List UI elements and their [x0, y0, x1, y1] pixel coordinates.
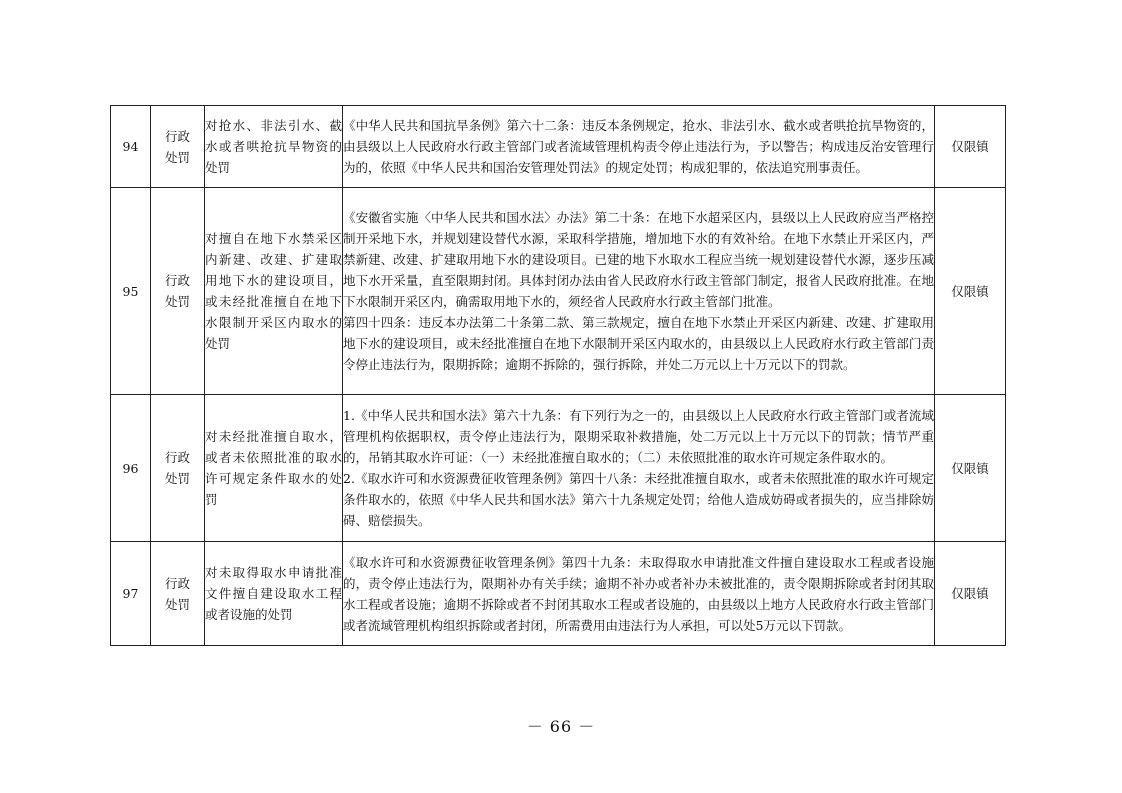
penalty-type: [151, 542, 205, 646]
applicable-scope: 仅限镇: [935, 188, 1006, 395]
legal-basis-paragraph: 《取水许可和水资源费征收管理条例》第四十九条：未取得取水申请批准文件擅自建设取水工程或者设施的，责令停止违法行为，限期补办有关手续；逾期不补办或者补办未被批准的，责令限期拆除或者封闭其取水工程或者设施；逾期不拆除或者不封闭其取水工程或者设施的，由县级以上地方人民政府水行政主管部门或者流域管理机构组织拆除或者封闭，所需费用由违法行为人承担，可以处5万元以下罚款。: [343, 554, 934, 633]
legal-basis-paragraph: 《中华人民共和国抗旱条例》第六十二条：违反本条例规定，抢水、非法引水、截水或者哄抢抗旱物资的，由县级以上人民政府水行政主管部门或者流域管理机构责令停止违法行为，予以警告；构成违反治安管理行为的，依照《中华人民共和国治安管理处罚法》的规定处罚；构成犯罪的，依法追究刑事责任。: [343, 118, 934, 175]
applicable-scope: 仅限镇: [935, 106, 1006, 188]
penalty-table: [110, 105, 1006, 646]
penalty-type: [151, 188, 205, 395]
legal-basis: [343, 106, 935, 188]
legal-basis: [343, 395, 935, 542]
penalty-type-line: 行政: [164, 273, 190, 288]
penalty-type-line: 处罚: [164, 149, 190, 165]
penalty-type: [151, 106, 205, 188]
legal-basis: [343, 542, 935, 646]
row-number: 96: [111, 395, 151, 542]
penalty-type-line: 处罚: [164, 471, 190, 486]
penalty-item: 对未取得取水申请批准文件擅自建设取水工程或者设施的处罚: [205, 542, 343, 646]
penalty-type-line: 处罚: [164, 596, 190, 612]
legal-basis-paragraph: 《安徽省实施〈中华人民共和国水法〉办法》第二十条：在地下水超采区内，县级以上人民政府应当严格控制开采地下水，并规划建设替代水源，采取科学措施，增加地下水的有效补给。在地下水禁止开采区内，严禁新建、改建、扩建取用地下水的建设项目。已建的地下水取水工程应当统一规划建设替代水源，逐步压减地下水开采量，直至限期封闭。具体封闭办法由省人民政府水行政主管部门制定，报省人民政府批准。在地下水限制开采区内，确需取用地下水的，须经省人民政府水行政主管部门批准。: [343, 210, 934, 309]
page-number: － 66 －: [526, 717, 596, 736]
penalty-type-line: 行政: [164, 575, 190, 591]
penalty-type-line: 行政: [164, 450, 190, 465]
legal-basis-paragraph: 第四十四条：违反本办法第二十条第二款、第三款规定，擅自在地下水禁止开采区内新建、改建、扩建取用地下水的建设项目，或未经批准擅自在地下水限制开采区内取水的，由县级以上人民政府水行政主管部门责令停止违法行为，限期拆除；逾期不拆除的，强行拆除，并处二万元以上十万元以下的罚款。: [343, 315, 934, 372]
penalty-type-line: 行政: [164, 128, 190, 144]
applicable-scope: 仅限镇: [935, 395, 1006, 542]
row-number: 97: [111, 542, 151, 646]
row-number: 94: [111, 106, 151, 188]
applicable-scope: 仅限镇: [935, 542, 1006, 646]
table-row: [111, 106, 1006, 188]
table-row: [111, 395, 1006, 542]
table-row: [111, 188, 1006, 395]
legal-basis: [343, 188, 935, 395]
penalty-item: 对未经批准擅自取水，或者未依照批准的取水许可规定条件取水的处罚: [205, 395, 343, 542]
penalty-type-line: 处罚: [164, 294, 190, 309]
penalty-item: 对擅自在地下水禁采区内新建、改建、扩建取用地下水的建设项目，或未经批准擅自在地下水限制开采区内取水的处罚: [205, 188, 343, 395]
legal-basis-paragraph: 1.《中华人民共和国水法》第六十九条：有下列行为之一的，由县级以上人民政府水行政主管部门或者流域管理机构依据职权，责令停止违法行为，限期采取补救措施，处二万元以上十万元以下的罚款；情节严重的，吊销其取水许可证：（一）未经批准擅自取水的；（二）未依照批准的取水许可规定条件取水的。: [343, 408, 934, 465]
legal-basis-paragraph: 2.《取水许可和水资源费征收管理条例》第四十八条：未经批准擅自取水，或者未依照批准的取水许可规定条件取水的，依照《中华人民共和国水法》第六十九条规定处罚；给他人造成妨碍或者损失的，应当排除妨碍、赔偿损失。: [343, 471, 934, 528]
penalty-type: [151, 395, 205, 542]
table-row: [111, 542, 1006, 646]
row-number: 95: [111, 188, 151, 395]
penalty-item: 对抢水、非法引水、截水或者哄抢抗旱物资的处罚: [205, 106, 343, 188]
